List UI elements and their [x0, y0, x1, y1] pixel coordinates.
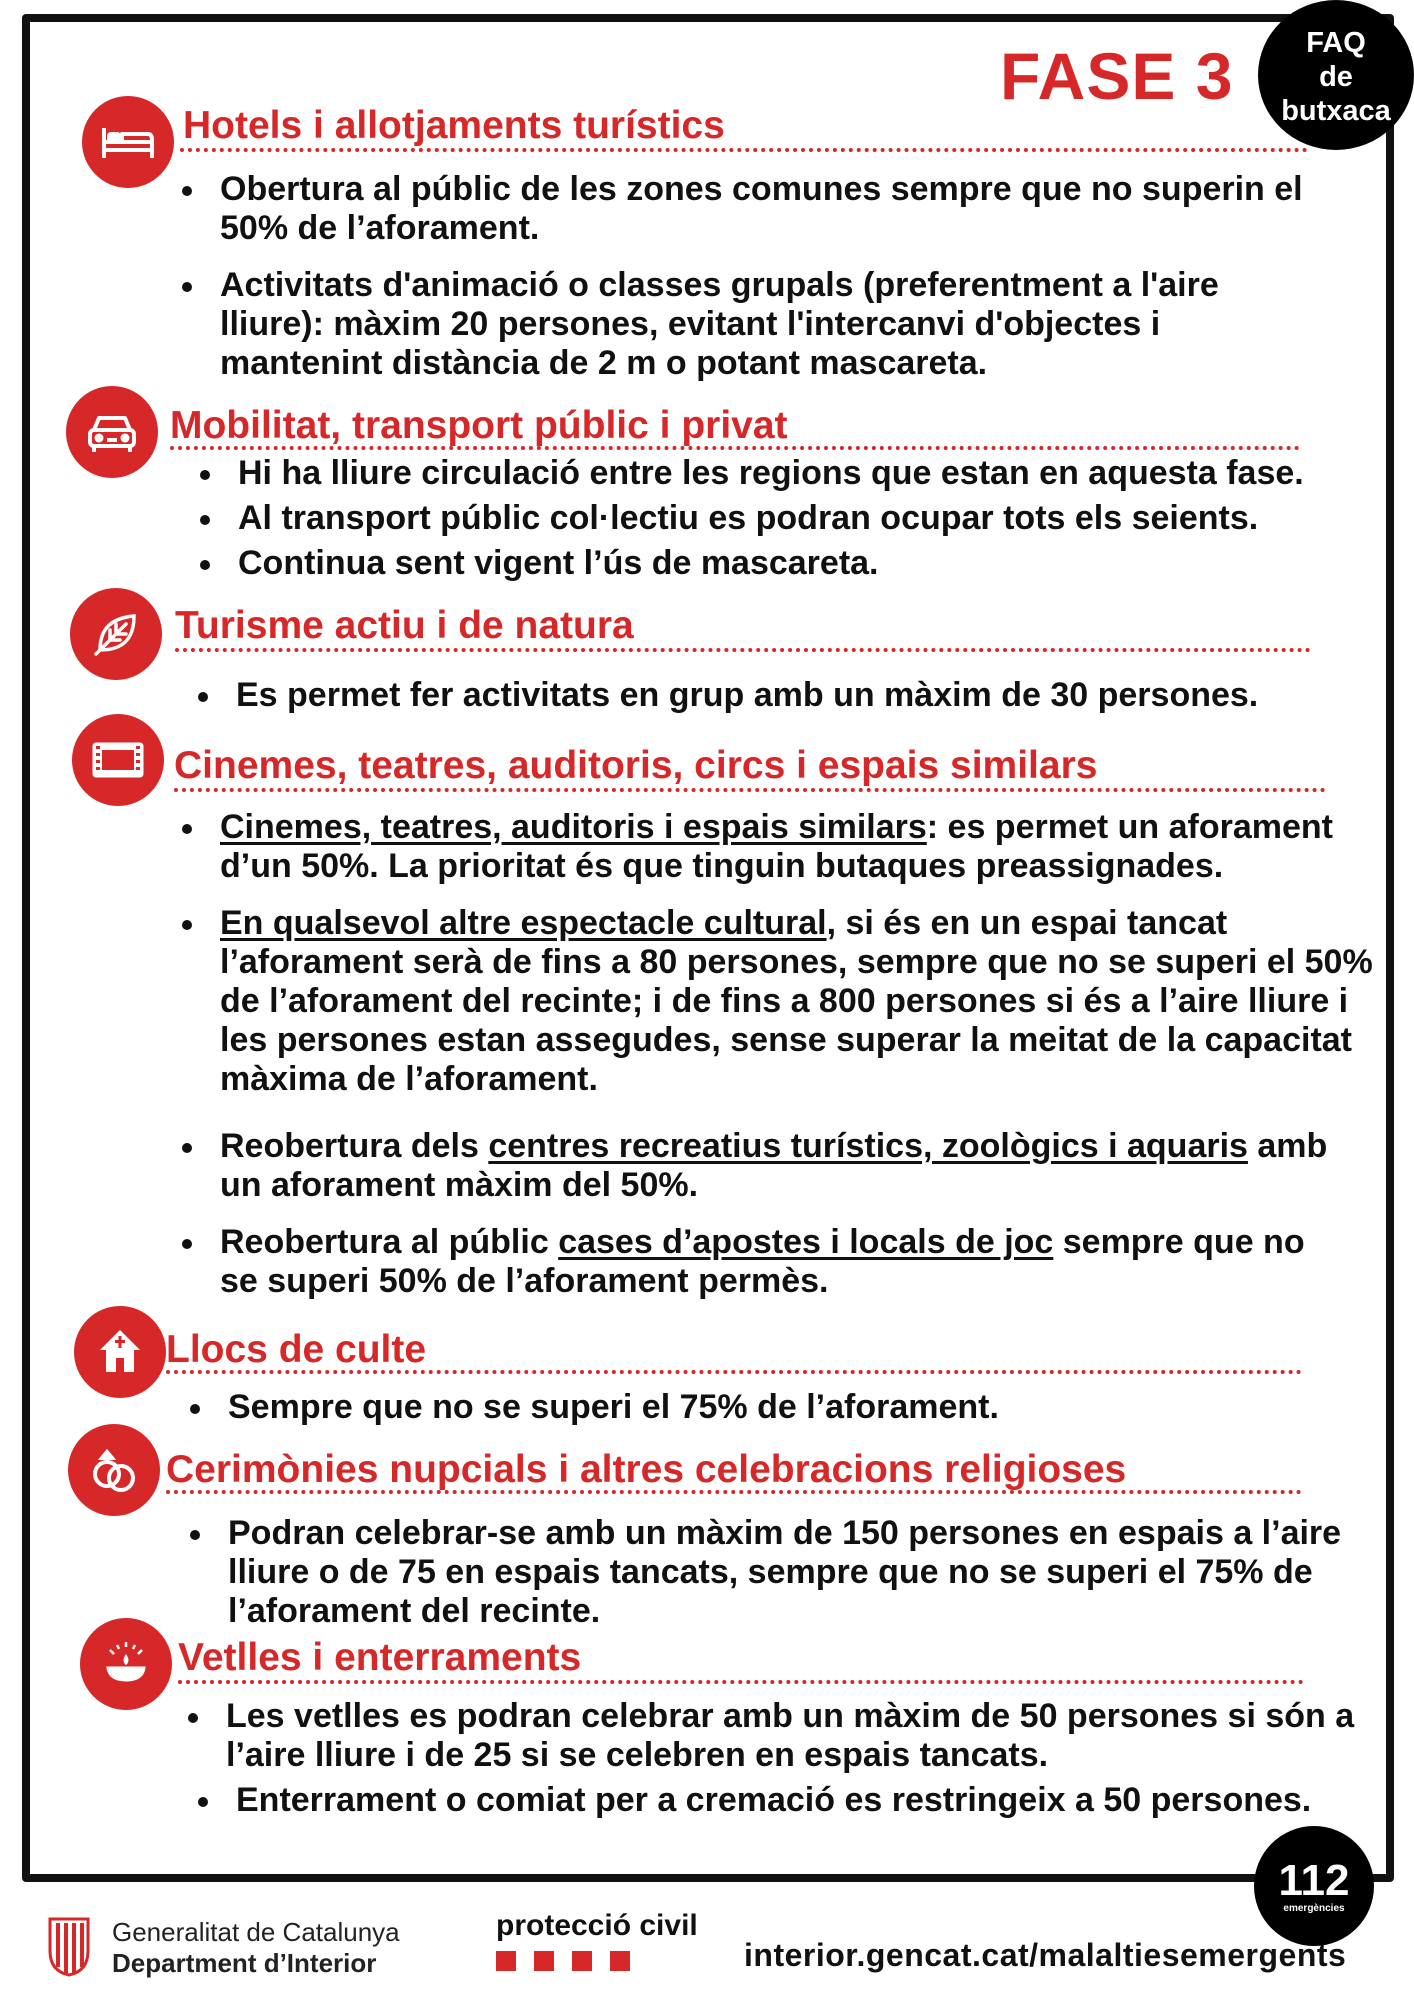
section-title-weddings: Cerimònies nupcials i altres celebracions religioses — [166, 1448, 1127, 1491]
badge-number: 112 — [1278, 1855, 1350, 1905]
divider-dots — [174, 788, 1326, 792]
item-text: Reobertura dels — [220, 1127, 489, 1165]
underlined-text: centres recreatius turístics, zoològics i aquaris — [488, 1127, 1248, 1165]
leaf-icon — [70, 588, 162, 680]
item-text: amb un aforament màxim del 50%. — [220, 1127, 1328, 1204]
item-text: Reobertura al públic — [220, 1223, 559, 1261]
list-mobility — [196, 454, 1346, 589]
generalitat-name: Generalitat de Catalunya — [112, 1917, 400, 1947]
faq-word-2: de — [1319, 61, 1353, 93]
section-title-funerals: Vetlles i enterraments — [178, 1636, 582, 1679]
proteccio-civil-text: protecció civil — [496, 1909, 698, 1942]
faq-word-3: butxaca — [1281, 95, 1391, 127]
faq-word-1: FAQ — [1306, 27, 1366, 59]
list-worship — [186, 1388, 1336, 1445]
website-url[interactable]: interior.gencat.cat/malaltiesemergents — [744, 1937, 1347, 1973]
underlined-text: Cinemes, teatres, auditoris i espais similars — [220, 808, 927, 846]
bed-icon — [82, 96, 174, 188]
list-weddings — [186, 1514, 1396, 1649]
divider-dots — [170, 446, 1300, 450]
list-item: Enterrament o comiat per a cremació es restringeix a 50 persones. — [194, 1781, 1364, 1820]
phase-title: FASE 3 — [1000, 39, 1234, 113]
list-funerals — [184, 1697, 1364, 1838]
section-title-mobility: Mobilitat, transport públic i privat — [170, 404, 788, 447]
car-icon — [66, 386, 158, 478]
church-icon — [74, 1306, 166, 1398]
faq-badge — [1258, 0, 1414, 150]
list-item: Obertura al públic de les zones comunes sempre que no superin el 50% de l’aforament. — [178, 170, 1318, 248]
item-text: , si és en un espai tancat l’aforament serà de fins a 80 persones, sempre que no se superi el 50% de l’aforament del recinte; i de fins a 800 persones si és a l’aire lliure i les persones estan assegudes, sense superar la meitat de la capacitat màxima de l’aforament. — [220, 904, 1373, 1098]
list-item: Activitats d'animació o classes grupals (preferentment a l'aire lliure): màxim 20 persones, evitant l'intercanvi d'objectes i mantenint distància de 2 m o potant mascareta. — [178, 266, 1318, 383]
list-item — [178, 1127, 1378, 1205]
list-item: Sempre que no se superi el 75% de l’aforament. — [186, 1388, 1336, 1427]
department-name: Department d’Interior — [112, 1948, 377, 1978]
underlined-text: En qualsevol altre espectacle cultural — [220, 904, 827, 942]
generalitat-logo-icon — [46, 1915, 92, 1977]
list-cinemas — [178, 808, 1378, 1319]
film-icon — [72, 714, 164, 806]
section-title-worship: Llocs de culte — [166, 1328, 427, 1371]
list-item — [178, 808, 1378, 886]
section-title-cinemas: Cinemes, teatres, auditoris, circs i espais similars — [174, 744, 1098, 787]
section-title-nature: Turisme actiu i de natura — [175, 604, 634, 647]
divider-dots — [166, 1490, 1302, 1494]
list-item: Es permet fer activitats en grup amb un màxim de 30 persones. — [194, 676, 1344, 715]
list-item: Les vetlles es podran celebrar amb un màxim de 50 persones si són a l’aire lliure i de 25 si se celebren en espais tancats. — [184, 1697, 1364, 1775]
item-text: : es permet un aforament d’un 50%. La prioritat és que tinguin butaques preassignades. — [220, 808, 1333, 885]
rings-icon — [68, 1424, 160, 1516]
list-item: Podran celebrar-se amb un màxim de 150 persones en espais a l’aire lliure o de 75 en espais tancats, sempre que no se superi el 75% de l’aforament del recinte. — [186, 1514, 1396, 1631]
proteccio-civil-squares-icon — [496, 1951, 698, 1971]
divider-dots — [175, 648, 1311, 652]
list-item: Al transport públic col·lectiu es podran ocupar tots els seients. — [196, 499, 1346, 538]
proteccio-civil-logo — [496, 1909, 698, 1971]
list-hotels — [178, 170, 1318, 401]
list-item: Hi ha lliure circulació entre les regions que estan en aquesta fase. — [196, 454, 1346, 493]
divider-dots — [178, 1680, 1304, 1684]
list-nature — [194, 676, 1344, 733]
underlined-text: cases d’apostes i locals de joc — [558, 1223, 1054, 1261]
list-item: Continua sent vigent l’ús de mascareta. — [196, 544, 1346, 583]
footer — [0, 1895, 1414, 2000]
divider-dots — [180, 148, 1308, 152]
item-text: sempre que no se superi 50% de l’aforament permès. — [220, 1223, 1305, 1300]
candle-icon — [80, 1618, 172, 1710]
section-title-hotels: Hotels i allotjaments turístics — [183, 104, 725, 147]
list-item — [178, 904, 1378, 1099]
badge-subtitle: emergències — [1283, 1902, 1345, 1914]
divider-dots — [166, 1370, 1302, 1374]
list-item — [178, 1223, 1378, 1301]
generalitat-text — [112, 1917, 400, 1979]
